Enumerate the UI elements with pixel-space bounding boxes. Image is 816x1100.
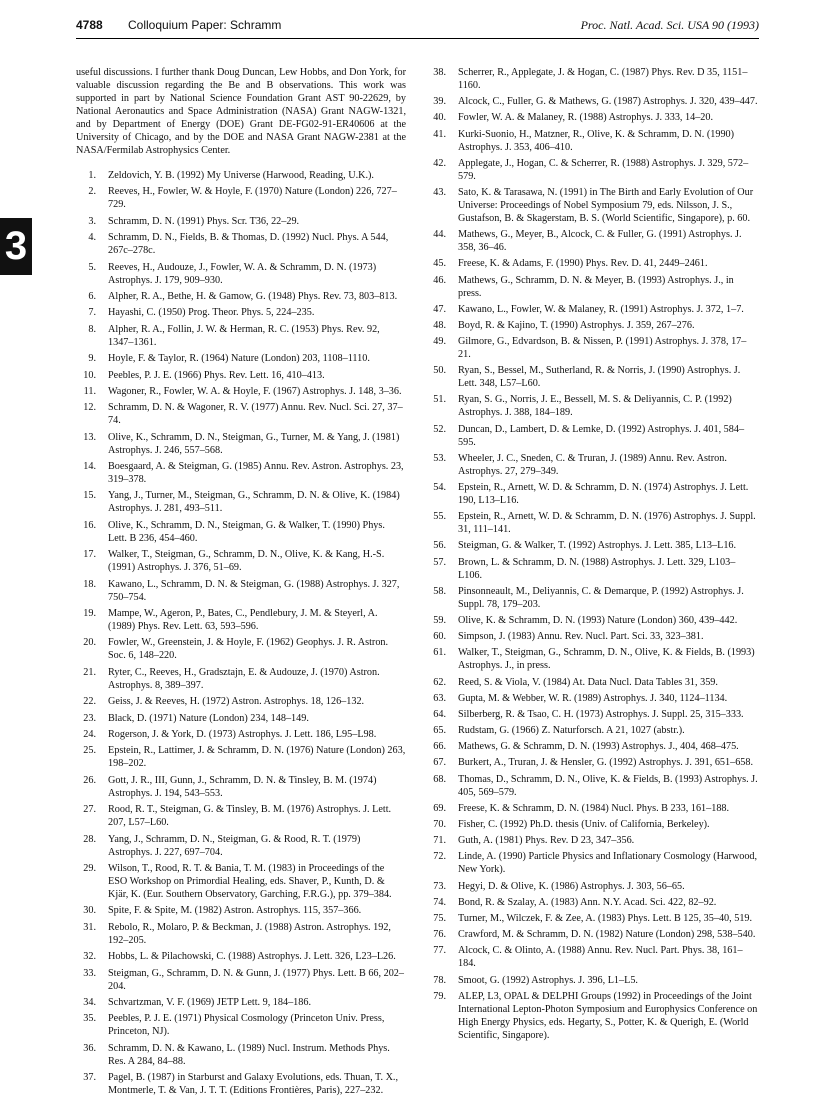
reference-item (426, 944, 759, 970)
reference-text: Kurki-Suonio, H., Matzner, R., Olive, K. & Schramm, D. N. (1990) Astrophys. J. 353, 406–410. (458, 128, 735, 153)
reference-item (76, 548, 406, 574)
reference-number: 45. (433, 258, 446, 270)
reference-item (76, 803, 406, 829)
reference-item (76, 728, 406, 741)
acknowledgment-paragraph: useful discussions. I further thank Doug Duncan, Lew Hobbs, and Don York, for valuable discussion regarding the Be and B observations. This work was supported in part by National Science Foundation Grant AST 90-22629, by National Aeronautics and Space Administration (NASA) Grant NAGW-1321, and by Department of Energy (DOE) Grant DE-FG02-91-ER40606 at the University of Chicago, and by the DOE and NASA Grant NAGW-2381 at the NASA/Fermilab Astrophysics Center. (76, 67, 406, 156)
reference-text: Zeldovich, Y. B. (1992) My Universe (Harwood, Reading, U.K.). (108, 170, 374, 181)
reference-text: Olive, K., Schramm, D. N., Steigman, G., Turner, M. & Yang, J. (1981) Astrophys. J. 246, 557–568. (108, 431, 400, 456)
reference-item (426, 186, 759, 225)
reference-number: 54. (433, 482, 446, 493)
reference-item (76, 862, 406, 901)
reference-item (76, 1071, 406, 1097)
reference-list-left (76, 169, 406, 1097)
reference-item (426, 676, 759, 689)
reference-text: Olive, K., Schramm, D. N., Steigman, G. & Walker, T. (1990) Phys. Lett. B 236, 454–460. (108, 519, 385, 544)
right-column (426, 66, 759, 1045)
reference-text: Freese, K. & Schramm, D. N. (1984) Nucl. Phys. B 233, 161–188. (458, 802, 730, 814)
reference-number: 17. (83, 549, 96, 561)
journal-citation-text: Proc. Natl. Acad. Sci. USA 90 (1993) (580, 18, 759, 32)
reference-item (76, 996, 406, 1009)
reference-text: ALEP, L3, OPAL & DELPHI Groups (1992) in Proceedings of the Joint International Lepton-Photon Symposium and Europhysics Conference on High Energy Physics, eds. Hegarty, S., Potter, K. & Querigh, E. (World Scientific, Singapore). (458, 990, 758, 1041)
reference-item (76, 401, 406, 427)
page-number: 4788 (76, 18, 103, 32)
reference-number: 10. (83, 369, 96, 381)
reference-text: Peebles, P. J. E. (1971) Physical Cosmology (Princeton Univ. Press, Princeton, NJ). (108, 1013, 385, 1038)
reference-item (76, 967, 406, 993)
reference-item (76, 666, 406, 692)
reference-text: Mathews, G., Schramm, D. N. & Meyer, B. (1993) Astrophys. J., in press. (458, 274, 734, 299)
reference-item (76, 695, 406, 708)
reference-text: Kawano, L., Fowler, W. & Malaney, R. (1991) Astrophys. J. 372, 1–7. (458, 303, 744, 315)
reference-text: Ryan, S. G., Norris, J. E., Bessell, M. S. & Deliyannis, C. P. (1992) Astrophys. J. 388, 184–189. (458, 394, 732, 419)
reference-number: 50. (433, 365, 446, 377)
reference-text: Fowler, W. A. & Malaney, R. (1988) Astrophys. J. 333, 14–20. (458, 112, 714, 124)
reference-item (76, 578, 406, 604)
reference-number: 68. (433, 773, 446, 785)
reference-item (426, 756, 759, 769)
left-column (76, 66, 406, 1100)
reference-number: 60. (433, 631, 446, 643)
reference-number: 72. (433, 851, 446, 863)
reference-text: Schramm, D. N. (1991) Phys. Scr. T36, 22–29. (108, 215, 300, 227)
reference-item (426, 393, 759, 419)
reference-number: 14. (83, 461, 96, 473)
reference-text: Schvartzman, V. F. (1969) JETP Lett. 9, 184–186. (108, 996, 312, 1008)
reference-text: Guth, A. (1981) Phys. Rev. D 23, 347–356. (458, 835, 635, 847)
reference-item (76, 460, 406, 486)
reference-text: Steigman, G. & Walker, T. (1992) Astrophys. J. Lett. 385, L13–L16. (458, 540, 737, 552)
reference-text: Brown, L. & Schramm, D. N. (1988) Astrophys. J. Lett. 329, L103–L106. (458, 556, 736, 581)
reference-item (426, 990, 759, 1042)
reference-item (426, 630, 759, 643)
reference-number: 4. (88, 232, 96, 244)
reference-text: Alpher, R. A., Follin, J. W. & Herman, R. C. (1953) Phys. Rev. 92, 1347–1361. (108, 323, 380, 348)
reference-text: Duncan, D., Lambert, D. & Lemke, D. (1992) Astrophys. J. 401, 584–595. (458, 423, 745, 448)
reference-number: 37. (83, 1072, 96, 1084)
reference-text: Smoot, G. (1992) Astrophys. J. 396, L1–L5. (458, 974, 638, 986)
reference-number: 31. (83, 921, 96, 933)
reference-number: 35. (83, 1013, 96, 1025)
reference-number: 3. (88, 215, 96, 227)
reference-number: 46. (433, 274, 446, 286)
reference-text: Bond, R. & Szalay, A. (1983) Ann. N.Y. Acad. Sci. 422, 82–92. (458, 896, 717, 908)
reference-text: Geiss, J. & Reeves, H. (1972) Astron. Astrophys. 18, 126–132. (108, 696, 365, 708)
reference-item (426, 510, 759, 536)
reference-number: 12. (83, 402, 96, 414)
reference-item (426, 423, 759, 449)
reference-item (76, 431, 406, 457)
section-tab: 3 (0, 218, 32, 275)
reference-number: 24. (83, 728, 96, 740)
reference-number: 5. (88, 261, 96, 273)
reference-number: 7. (88, 307, 96, 319)
reference-item (426, 614, 759, 627)
reference-number: 16. (83, 519, 96, 531)
reference-text: Walker, T., Steigman, G., Schramm, D. N., Olive, K. & Fields, B. (1993) Astrophys. J., in press. (458, 647, 755, 672)
reference-item (76, 774, 406, 800)
reference-text: Hayashi, C. (1950) Prog. Theor. Phys. 5, 224–235. (108, 307, 315, 319)
reference-item (426, 802, 759, 815)
reference-number: 32. (83, 951, 96, 963)
reference-number: 42. (433, 157, 446, 169)
reference-number: 8. (88, 323, 96, 335)
reference-text: Simpson, J. (1983) Annu. Rev. Nucl. Part. Sci. 33, 323–381. (458, 631, 704, 643)
reference-text: Scherrer, R., Applegate, J. & Hogan, C. (1987) Phys. Rev. D 35, 1151–1160. (458, 67, 748, 91)
reference-number: 9. (88, 353, 96, 365)
reference-item (426, 111, 759, 124)
reference-number: 27. (83, 804, 96, 816)
reference-number: 30. (83, 905, 96, 917)
reference-item (426, 157, 759, 183)
reference-text: Applegate, J., Hogan, C. & Scherrer, R. (1988) Astrophys. J. 329, 572–579. (458, 157, 749, 182)
running-title: Colloquium Paper: Schramm (128, 18, 282, 32)
journal-citation (581, 18, 759, 33)
reference-text: Wagoner, R., Fowler, W. A. & Hoyle, F. (1967) Astrophys. J. 148, 3–36. (108, 385, 402, 397)
reference-text: Crawford, M. & Schramm, D. N. (1982) Nature (London) 298, 538–540. (458, 929, 756, 941)
reference-item (426, 928, 759, 941)
reference-text: Sato, K. & Tarasawa, N. (1991) in The Birth and Early Evolution of Our Universe: Proceedings of Nobel Symposium 79, eds. Nilsson, J. S., Gustafson, B. & Skagerstam, B. S. (World Scientific, Singapore), p. 60. (458, 186, 754, 224)
reference-item (426, 335, 759, 361)
reference-item (426, 724, 759, 737)
reference-text: Schramm, D. N. & Wagoner, R. V. (1977) Annu. Rev. Nucl. Sci. 27, 37–74. (108, 402, 403, 427)
reference-number: 29. (83, 862, 96, 874)
reference-item (76, 489, 406, 515)
reference-item (76, 231, 406, 257)
reference-text: Alpher, R. A., Bethe, H. & Gamow, G. (1948) Phys. Rev. 73, 803–813. (108, 290, 398, 302)
reference-text: Peebles, P. J. E. (1966) Phys. Rev. Lett. 16, 410–413. (108, 369, 325, 381)
reference-text: Mathews, G. & Schramm, D. N. (1993) Astrophys. J., 404, 468–475. (458, 741, 739, 753)
reference-item (426, 850, 759, 876)
reference-text: Black, D. (1971) Nature (London) 234, 148–149. (108, 712, 309, 724)
reference-text: Reeves, H., Audouze, J., Fowler, W. A. & Schramm, D. N. (1973) Astrophys. J. 179, 909–930. (108, 261, 377, 286)
reference-text: Boyd, R. & Kajino, T. (1990) Astrophys. J. 359, 267–276. (458, 319, 695, 331)
reference-number: 78. (433, 974, 446, 986)
reference-text: Schramm, D. N., Fields, B. & Thomas, D. (1992) Nucl. Phys. A 544, 267c–278c. (108, 232, 389, 257)
reference-number: 57. (433, 556, 446, 568)
reference-text: Hegyi, D. & Olive, K. (1986) Astrophys. J. 303, 56–65. (458, 880, 685, 892)
reference-text: Mathews, G., Meyer, B., Alcock, C. & Fuller, G. (1991) Astrophys. J. 358, 36–46. (458, 229, 742, 254)
reference-number: 67. (433, 757, 446, 769)
reference-number: 19. (83, 608, 96, 620)
reference-item (426, 646, 759, 672)
reference-item (76, 1012, 406, 1038)
reference-text: Rudstam, G. (1966) Z. Naturforsch. A 21, 1027 (abstr.). (458, 725, 685, 737)
reference-number: 64. (433, 708, 446, 720)
reference-text: Yang, J., Turner, M., Steigman, G., Schramm, D. N. & Olive, K. (1984) Astrophys. J. 281, 493–511. (108, 490, 400, 515)
reference-item (76, 921, 406, 947)
reference-item (76, 904, 406, 917)
reference-number: 11. (83, 385, 96, 397)
reference-item (426, 319, 759, 332)
reference-number: 38. (433, 67, 446, 78)
reference-text: Silberberg, R. & Tsao, C. H. (1973) Astrophys. J. Suppl. 25, 315–333. (458, 708, 744, 720)
reference-item (426, 128, 759, 154)
reference-item (426, 364, 759, 390)
reference-item (76, 290, 406, 303)
reference-item (76, 950, 406, 963)
reference-item (76, 306, 406, 319)
reference-text: Reeves, H., Fowler, W. & Hoyle, F. (1970) Nature (London) 226, 727–729. (108, 186, 397, 211)
reference-item (426, 880, 759, 893)
reference-number: 28. (83, 833, 96, 845)
reference-text: Reed, S. & Viola, V. (1984) At. Data Nucl. Data Tables 31, 359. (458, 676, 718, 688)
reference-text: Walker, T., Steigman, G., Schramm, D. N., Olive, K. & Kang, H.-S. (1991) Astrophys. J. 376, 51–69. (108, 549, 385, 574)
reference-item (426, 556, 759, 582)
reference-number: 77. (433, 945, 446, 957)
reference-text: Kawano, L., Schramm, D. N. & Steigman, G. (1988) Astrophys. J. 327, 750–754. (108, 578, 400, 603)
reference-item (426, 692, 759, 705)
reference-item (76, 169, 406, 182)
reference-number: 15. (83, 490, 96, 502)
reference-number: 26. (83, 774, 96, 786)
reference-item (426, 896, 759, 909)
reference-number: 51. (433, 394, 446, 406)
reference-text: Rood, R. T., Steigman, G. & Tinsley, B. M. (1976) Astrophys. J. Lett. 207, L57–L60. (108, 804, 392, 829)
header-rule (76, 38, 759, 39)
reference-text: Alcock, C., Fuller, G. & Mathews, G. (1987) Astrophys. J. 320, 439–447. (458, 96, 758, 108)
reference-item (426, 773, 759, 799)
reference-number: 43. (433, 186, 446, 198)
reference-item (426, 452, 759, 478)
reference-number: 18. (83, 578, 96, 590)
reference-item (76, 323, 406, 349)
reference-text: Wheeler, J. C., Sneden, C. & Truran, J. (1989) Annu. Rev. Astron. Astrophys. 27, 279–349. (458, 452, 727, 477)
reference-text: Fisher, C. (1992) Ph.D. thesis (Univ. of California, Berkeley). (458, 819, 710, 830)
reference-item (426, 481, 759, 507)
reference-item (76, 385, 406, 398)
reference-text: Pinsonneault, M., Deliyannis, C. & Demarque, P. (1992) Astrophys. J. Suppl. 78, 179–203. (458, 585, 744, 610)
reference-number: 56. (433, 540, 446, 552)
reference-text: Rogerson, J. & York, D. (1973) Astrophys. J. Lett. 186, L95–L98. (108, 728, 377, 740)
reference-number: 40. (433, 112, 446, 124)
reference-list-right (426, 66, 759, 1042)
reference-item (426, 95, 759, 108)
reference-text: Epstein, R., Arnett, W. D. & Schramm, D. N. (1976) Astrophys. J. Suppl. 31, 111–141. (458, 511, 756, 536)
reference-text: Pagel, B. (1987) in Starburst and Galaxy Evolutions, eds. Thuan, T. X., Montmerle, T. & Van, J. T. T. (Editions Frontières, Paris), 227–232. (108, 1072, 399, 1097)
reference-number: 75. (433, 912, 446, 924)
reference-item (76, 744, 406, 770)
reference-number: 2. (88, 186, 96, 198)
reference-item (426, 912, 759, 925)
reference-number: 25. (83, 745, 96, 757)
reference-number: 53. (433, 452, 446, 464)
reference-number: 47. (433, 303, 446, 315)
reference-text: Freese, K. & Adams, F. (1990) Phys. Rev. D. 41, 2449–2461. (458, 258, 708, 270)
reference-text: Mampe, W., Ageron, P., Bates, C., Pendlebury, J. M. & Steyerl, A. (1989) Phys. Rev. Lett. 63, 593–596. (108, 608, 378, 633)
reference-text: Fowler, W., Greenstein, J. & Hoyle, F. (1962) Geophys. J. R. Astron. Soc. 6, 148–220. (108, 637, 389, 662)
reference-number: 69. (433, 802, 446, 814)
reference-number: 23. (83, 712, 96, 724)
reference-number: 70. (433, 819, 446, 830)
reference-item (426, 740, 759, 753)
reference-number: 71. (433, 835, 446, 847)
reference-item (76, 369, 406, 382)
reference-item (426, 274, 759, 300)
reference-text: Rebolo, R., Molaro, P. & Beckman, J. (1988) Astron. Astrophys. 192, 192–205. (108, 921, 391, 946)
reference-item (426, 818, 759, 831)
reference-number: 22. (83, 696, 96, 708)
reference-text: Epstein, R., Arnett, W. D. & Schramm, D. N. (1974) Astrophys. J. Lett. 190, L13–L16. (458, 482, 749, 506)
reference-number: 34. (83, 996, 96, 1008)
reference-text: Ryter, C., Reeves, H., Gradsztajn, E. & Audouze, J. (1970) Astron. Astrophys. 8, 389–397. (108, 666, 380, 691)
reference-item (76, 519, 406, 545)
reference-item (76, 833, 406, 859)
reference-text: Hoyle, F. & Taylor, R. (1964) Nature (London) 203, 1108–1110. (108, 353, 370, 365)
page-header (76, 18, 759, 38)
reference-number: 48. (433, 319, 446, 331)
reference-text: Gilmore, G., Edvardson, B. & Nissen, P. (1991) Astrophys. J. 378, 17–21. (458, 336, 747, 361)
reference-number: 33. (83, 967, 96, 979)
reference-number: 20. (83, 637, 96, 649)
reference-number: 44. (433, 229, 446, 241)
reference-text: Epstein, R., Lattimer, J. & Schramm, D. N. (1976) Nature (London) 263, 198–202. (108, 745, 406, 770)
reference-text: Gott, J. R., III, Gunn, J., Schramm, D. N. & Tinsley, B. M. (1974) Astrophys. J. 194, 543–553. (108, 774, 377, 799)
reference-number: 63. (433, 692, 446, 704)
reference-item (426, 585, 759, 611)
reference-number: 49. (433, 336, 446, 348)
reference-item (426, 539, 759, 552)
reference-text: Thomas, D., Schramm, D. N., Olive, K. & Fields, B. (1993) Astrophys. J. 405, 569–579. (458, 773, 758, 798)
reference-number: 52. (433, 423, 446, 435)
reference-text: Hobbs, L. & Pilachowski, C. (1988) Astrophys. J. Lett. 326, L23–L26. (108, 951, 396, 963)
reference-text: Alcock, C. & Olinto, A. (1988) Annu. Rev. Nucl. Part. Phys. 38, 161–184. (458, 945, 743, 970)
reference-number: 41. (433, 128, 446, 140)
reference-number: 1. (88, 170, 96, 181)
reference-item (76, 185, 406, 211)
reference-text: Steigman, G., Schramm, D. N. & Gunn, J. (1977) Phys. Lett. B 66, 202–204. (108, 967, 404, 992)
reference-number: 21. (83, 666, 96, 678)
reference-text: Turner, M., Wilczek, F. & Zee, A. (1983) Phys. Lett. B 125, 35–40, 519. (458, 912, 753, 924)
reference-text: Yang, J., Schramm, D. N., Steigman, G. & Rood, R. T. (1979) Astrophys. J. 227, 697–704. (108, 833, 361, 858)
reference-item (426, 257, 759, 270)
reference-item (426, 708, 759, 721)
reference-text: Linde, A. (1990) Particle Physics and Inflationary Cosmology (Harwood, New York). (458, 851, 758, 876)
reference-number: 73. (433, 880, 446, 892)
reference-number: 13. (83, 431, 96, 443)
reference-number: 65. (433, 725, 446, 737)
reference-number: 61. (433, 647, 446, 659)
reference-number: 55. (433, 511, 446, 523)
reference-number: 79. (433, 990, 446, 1002)
reference-number: 66. (433, 741, 446, 753)
reference-text: Ryan, S., Bessel, M., Sutherland, R. & Norris, J. (1990) Astrophys. J. Lett. 348, L57–L60. (458, 365, 741, 390)
reference-number: 6. (88, 290, 96, 302)
reference-item (426, 974, 759, 987)
reference-number: 58. (433, 585, 446, 597)
reference-item (426, 834, 759, 847)
reference-item (76, 352, 406, 365)
reference-item (76, 712, 406, 725)
reference-text: Boesgaard, A. & Steigman, G. (1985) Annu. Rev. Astron. Astrophys. 23, 319–378. (108, 461, 404, 486)
reference-item (76, 607, 406, 633)
reference-item (76, 636, 406, 662)
reference-text: Olive, K. & Schramm, D. N. (1993) Nature (London) 360, 439–442. (458, 614, 738, 626)
reference-item (426, 303, 759, 316)
reference-text: Wilson, T., Rood, R. T. & Bania, T. M. (1983) in Proceedings of the ESO Workshop on Primordial Healing, eds. Shaver, P., Kunth, D. & Kjär, K. (Eur. Southern Observatory, Garching, F.R.G.), pp. 379–384. (108, 862, 392, 900)
reference-number: 39. (433, 96, 446, 108)
reference-text: Gupta, M. & Webber, W. R. (1989) Astrophys. J. 340, 1124–1134. (458, 692, 728, 704)
reference-number: 74. (433, 896, 446, 908)
reference-text: Schramm, D. N. & Kawano, L. (1989) Nucl. Instrum. Methods Phys. Res. A 284, 84–88. (108, 1042, 390, 1067)
reference-item (76, 215, 406, 228)
reference-item (426, 228, 759, 254)
reference-item (426, 66, 759, 92)
reference-item (76, 261, 406, 287)
reference-text: Burkert, A., Truran, J. & Hensler, G. (1992) Astrophys. J. 391, 651–658. (458, 757, 754, 769)
reference-number: 59. (433, 614, 446, 626)
reference-text: Spite, F. & Spite, M. (1982) Astron. Astrophys. 115, 357–366. (108, 905, 362, 917)
reference-number: 62. (433, 676, 446, 688)
reference-number: 36. (83, 1042, 96, 1054)
reference-number: 76. (433, 929, 446, 941)
